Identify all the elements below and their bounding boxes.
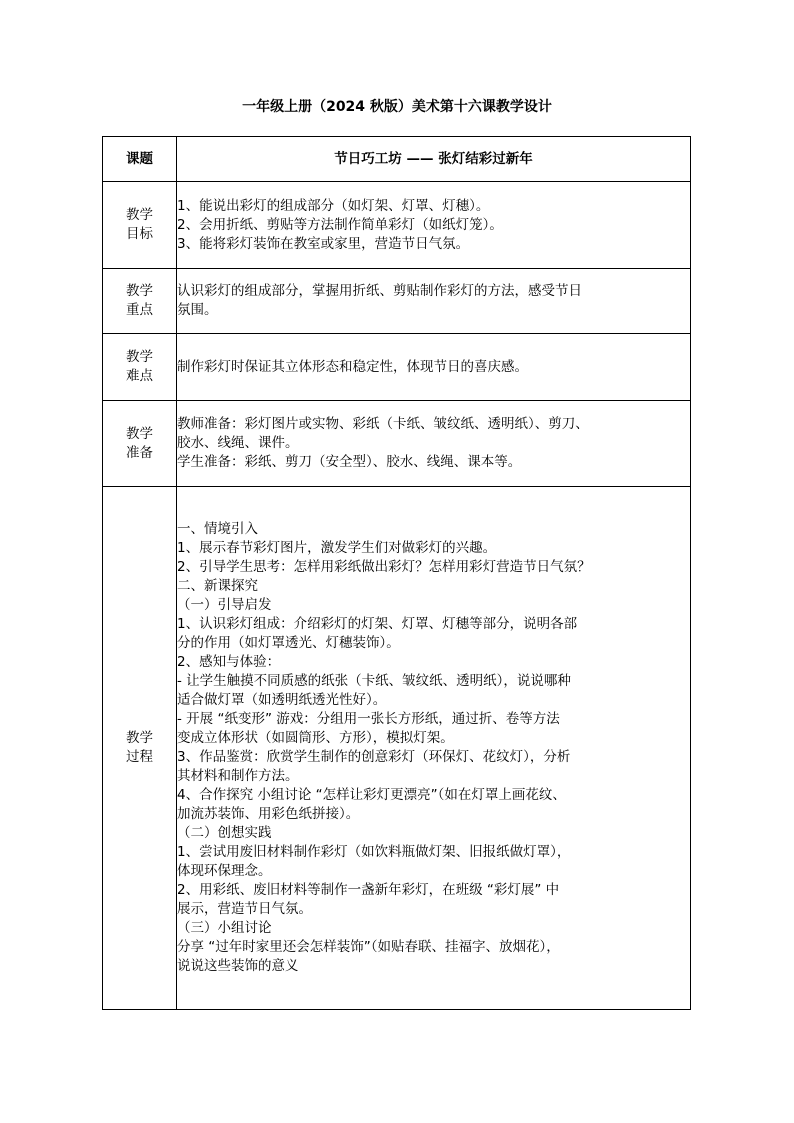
- preparation-line: 教师准备：彩灯图片或实物、彩纸（卡纸、皱纹纸、透明纸）、剪刀、: [177, 416, 589, 432]
- table-row-preparation: [103, 401, 691, 487]
- process-line: 适合做灯罩（如透明纸透光性好）。: [177, 692, 387, 708]
- preparation-label-line: 准备: [126, 444, 153, 461]
- process-line: 加流苏装饰、用彩色纸拼接）。: [177, 806, 360, 822]
- process-line: 其材料和制作方法。: [177, 768, 299, 784]
- process-label-line: 教学: [126, 730, 153, 746]
- process-line: （三）小组讨论: [177, 920, 272, 936]
- process-line: （二）创想实践: [177, 825, 272, 841]
- process-line: 4、合作探究 小组讨论 “怎样让彩灯更漂亮”（如在灯罩上画花纹、: [177, 787, 566, 803]
- process-content: [177, 487, 691, 1010]
- table-row-topic: [103, 137, 691, 182]
- process-line: 2、用彩纸、废旧材料等制作一盏新年彩灯，在班级 “彩灯展” 中: [177, 882, 560, 898]
- process-line: - 让学生触摸不同质感的纸张（卡纸、皱纹纸、透明纸），说说哪种: [177, 673, 571, 689]
- preparation-content: [177, 401, 691, 487]
- table-row-difficulty: [103, 334, 691, 401]
- table-row-focus: [103, 269, 691, 334]
- page-title: 一年级上册（2024 秋版）美术第十六课教学设计: [242, 99, 552, 115]
- process-line: 2、感知与体验：: [177, 654, 281, 670]
- focus-line: 认识彩灯的组成部分，掌握用折纸、剪贴制作彩灯的方法，感受节日: [177, 283, 582, 299]
- focus-label-line: 教学: [126, 283, 153, 299]
- goals-label: [103, 182, 177, 269]
- goals-line: 1、能说出彩灯的组成部分（如灯架、灯罩、灯穗）。: [177, 197, 490, 214]
- topic-value: 节日巧工坊 —— 张灯结彩过新年: [177, 137, 691, 182]
- goals-label-line: 教学: [126, 207, 153, 223]
- lesson-plan-table: [102, 136, 691, 1010]
- process-line: - 开展 “纸变形” 游戏：分组用一张长方形纸，通过折、卷等方法: [177, 711, 560, 727]
- process-line: 1、认识彩灯组成：介绍彩灯的灯架、灯罩、灯穗等部分，说明各部: [177, 616, 578, 632]
- goals-line: 3、能将彩灯装饰在教室或家里，营造节日气氛。: [177, 235, 470, 252]
- focus-label-line: 重点: [126, 302, 153, 318]
- preparation-label: [103, 401, 177, 487]
- process-line: 2、引导学生思考：怎样用彩纸做出彩灯？怎样用彩灯营造节日气氛？: [177, 559, 591, 575]
- goals-content: [177, 182, 691, 269]
- process-line: 分的作用（如灯罩透光、灯穗装饰）。: [177, 635, 400, 651]
- process-line: 变成立体形状（如圆筒形、方形），模拟灯架。: [177, 730, 454, 746]
- topic-label: 课题: [103, 137, 177, 182]
- preparation-line: 学生准备：彩纸、剪刀（安全型）、胶水、线绳、课本等。: [177, 454, 522, 470]
- difficulty-line: 制作彩灯时保证其立体形态和稳定性，体现节日的喜庆感。: [177, 358, 528, 375]
- goals-line: 2、会用折纸、剪贴等方法制作简单彩灯（如纸灯笼）。: [177, 216, 503, 233]
- difficulty-label-line: 教学: [126, 349, 153, 365]
- focus-content: [177, 269, 691, 334]
- focus-label: [103, 269, 177, 334]
- preparation-label-line: 教学: [126, 425, 153, 442]
- focus-line: 氛围。: [177, 302, 218, 318]
- goals-label-line: 目标: [126, 226, 153, 242]
- process-line: 一、情境引入: [177, 521, 258, 537]
- table-row-process: [103, 487, 691, 1010]
- process-label: [103, 487, 177, 1010]
- process-line: 1、展示春节彩灯图片，激发学生们对做彩灯的兴趣。: [177, 540, 497, 556]
- difficulty-label-line: 难点: [126, 368, 153, 384]
- process-line: 3、作品鉴赏：欣赏学生制作的创意彩灯（环保灯、花纹灯），分析: [177, 749, 571, 765]
- process-line: 分享 “过年时家里还会怎样装饰”（如贴春联、挂福字、放烟花），: [177, 939, 560, 955]
- difficulty-content: [177, 334, 691, 401]
- process-line: 体现环保理念。: [177, 863, 272, 879]
- process-line: 1、尝试用废旧材料制作彩灯（如饮料瓶做灯架、旧报纸做灯罩），: [177, 844, 571, 860]
- process-line: 二、新课探究: [177, 578, 258, 594]
- preparation-line: 胶水、线绳、课件。: [177, 435, 299, 451]
- process-label-line: 过程: [126, 749, 153, 765]
- process-line: 展示，营造节日气氛。: [177, 901, 312, 917]
- process-line: 说说这些装饰的意义: [177, 958, 299, 974]
- table-row-goals: [103, 182, 691, 269]
- difficulty-label: [103, 334, 177, 401]
- process-line: （一）引导启发: [177, 597, 272, 613]
